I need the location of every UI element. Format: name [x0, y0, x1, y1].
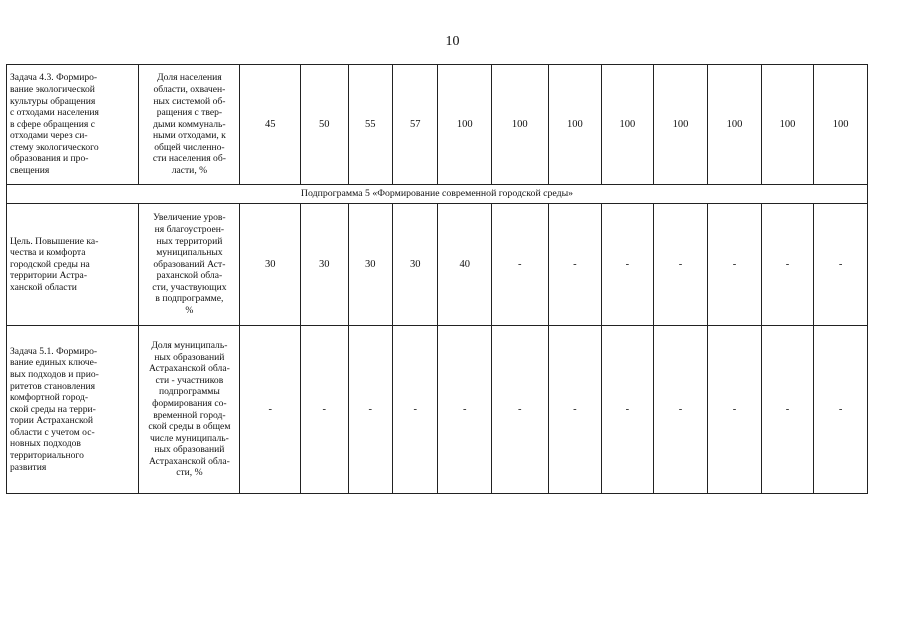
value-cell: 57 [392, 65, 437, 185]
value-cell: - [653, 204, 708, 326]
value-cell: 100 [653, 65, 708, 185]
value-cell: - [602, 326, 654, 494]
indicator-cell: Доля муниципаль- ных образований Астраханской обла- сти - участников подпрограммы формирования со- временной город- ской среды в общем числе муниципаль- ных образований Астраханской обла- сти, % [139, 326, 240, 494]
value-cell: 100 [761, 65, 814, 185]
value-cell: - [492, 326, 549, 494]
value-cell: 30 [348, 204, 392, 326]
value-cell: - [814, 204, 868, 326]
value-cell: - [708, 326, 762, 494]
page-number: 10 [445, 34, 460, 49]
value-cell: 100 [708, 65, 762, 185]
value-cell: - [438, 326, 492, 494]
value-cell: 30 [392, 204, 437, 326]
value-cell: - [761, 326, 814, 494]
value-cell: - [761, 204, 814, 326]
task-cell: Цель. Повышение ка- чества и комфорта городской среды на территории Астра- ханской области [7, 204, 139, 326]
task-cell: Задача 4.3. Формиро- вание экологической культуры обращения с отходами населения в сфере обращения с отходами через си- стему экологического образования и про- свещения [7, 65, 139, 185]
value-cell: - [301, 326, 348, 494]
value-cell: 30 [301, 204, 348, 326]
value-cell: - [653, 326, 708, 494]
value-cell: - [492, 204, 549, 326]
value-cell: 100 [602, 65, 654, 185]
value-cell: - [548, 204, 602, 326]
task-cell: Задача 5.1. Формиро- вание единых ключе- вых подходов и прио- ритетов становления комфортной город- ской среды на терри- тории Астраханской области с учетом ос- новных подходов территориального развития [7, 326, 139, 494]
value-cell: - [240, 326, 301, 494]
value-cell: 30 [240, 204, 301, 326]
table-row [7, 326, 868, 494]
value-cell: 50 [301, 65, 348, 185]
table-row [7, 65, 868, 185]
value-cell: 55 [348, 65, 392, 185]
value-cell: 100 [548, 65, 602, 185]
value-cell: 100 [438, 65, 492, 185]
value-cell: - [814, 326, 868, 494]
value-cell: 100 [492, 65, 549, 185]
indicator-cell: Увеличение уров- ня благоустроен- ных территорий муниципальных образований Аст- раханской обла- сти, участвующих в подпрограмме, % [139, 204, 240, 326]
value-cell: - [348, 326, 392, 494]
indicators-table [6, 64, 868, 494]
value-cell: - [602, 204, 654, 326]
indicator-cell: Доля населения области, охвачен- ных системой об- ращения с твер- дыми коммуналь- ными отходами, к общей численно- сти населения об- ласти, % [139, 65, 240, 185]
value-cell: 45 [240, 65, 301, 185]
value-cell: - [708, 204, 762, 326]
value-cell: - [548, 326, 602, 494]
value-cell: 100 [814, 65, 868, 185]
table-row [7, 204, 868, 326]
value-cell: 40 [438, 204, 492, 326]
value-cell: - [392, 326, 437, 494]
subprogram-row [7, 185, 868, 204]
subprogram-title: Подпрограмма 5 «Формирование современной городской среды» [7, 185, 868, 204]
